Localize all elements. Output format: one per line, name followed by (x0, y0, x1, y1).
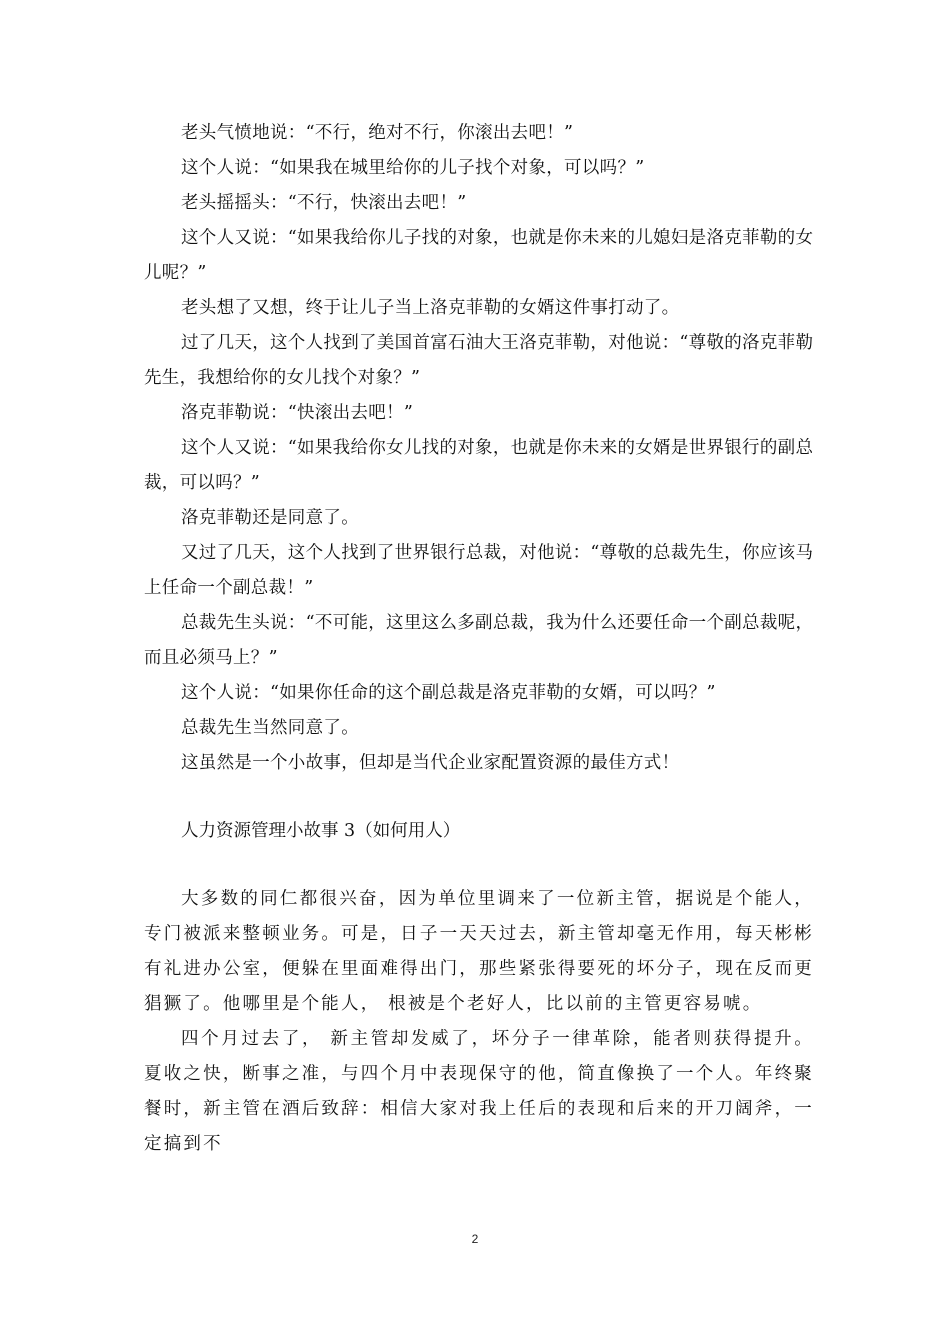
dialogue-paragraph-4: 这个人又说：“如果我给你儿子找的对象，也就是你未来的儿媳妇是洛克菲勒的女儿呢？” (144, 228, 814, 283)
dialogue-paragraph-8: 这个人又说：“如果我给你女儿找的对象，也就是你未来的女婿是世界银行的副总裁，可以吗？” (144, 438, 814, 493)
dialogue-paragraph-7: 洛克菲勒说：“快滚出去吧！” (181, 403, 414, 423)
page-number: 2 (471, 1232, 479, 1246)
dialogue-paragraph-10: 又过了几天，这个人找到了世界银行总裁，对他说：“尊敬的总裁先生，你应该马上任命一个副总裁！” (144, 543, 814, 598)
dialogue-paragraph-3: 老头摇摇头：“不行，快滚出去吧！” (181, 193, 467, 213)
dialogue-paragraph-12: 这个人说：“如果你任命的这个副总裁是洛克菲勒的女婿，可以吗？” (181, 683, 716, 703)
body-paragraph-1: 大多数的同仁都很兴奋，因为单位里调来了一位新主管，据说是个能人，专门被派来整顿业务。可是，日子一天天过去，新主管却毫无作用，每天彬彬有礼进办公室，便躲在里面难得出门，那些紧张得要死的坏分子，现在反而更猖獗了。他哪里是个能人， 根被是个老好人，比以前的主管更容易唬。 (144, 889, 814, 1014)
body-paragraph-2: 四个月过去了， 新主管却发威了，坏分子一律革除，能者则获得提升。夏收之快，断事之准，与四个月中表现保守的他，简直像换了一个人。年终聚餐时，新主管在酒后致辞：相信大家对我上任后的表现和后来的开刀阔斧，一定搞到不 (144, 1029, 814, 1154)
dialogue-paragraph-6: 过了几天，这个人找到了美国首富石油大王洛克菲勒，对他说：“尊敬的洛克菲勒先生，我想给你的女儿找个对象？” (144, 333, 814, 388)
dialogue-paragraph-2: 这个人说：“如果我在城里给你的儿子找个对象，可以吗？” (181, 158, 645, 178)
dialogue-paragraph-14: 这虽然是一个小故事，但却是当代企业家配置资源的最佳方式！ (181, 753, 680, 773)
page-content (144, 116, 814, 1162)
dialogue-paragraph-9: 洛克菲勒还是同意了。 (181, 508, 359, 528)
dialogue-paragraph-11: 总裁先生头说：“不可能，这里这么多副总裁，我为什么还要任命一个副总裁呢，而且必须马上？” (144, 613, 814, 668)
dialogue-paragraph-13: 总裁先生当然同意了。 (181, 718, 359, 738)
section-heading: 人力资源管理小故事 3（如何用人） (181, 821, 461, 841)
dialogue-paragraph-5: 老头想了又想，终于让儿子当上洛克菲勒的女婿这件事打动了。 (181, 298, 680, 318)
dialogue-paragraph-1: 老头气愤地说：“不行，绝对不行，你滚出去吧！” (181, 123, 574, 143)
